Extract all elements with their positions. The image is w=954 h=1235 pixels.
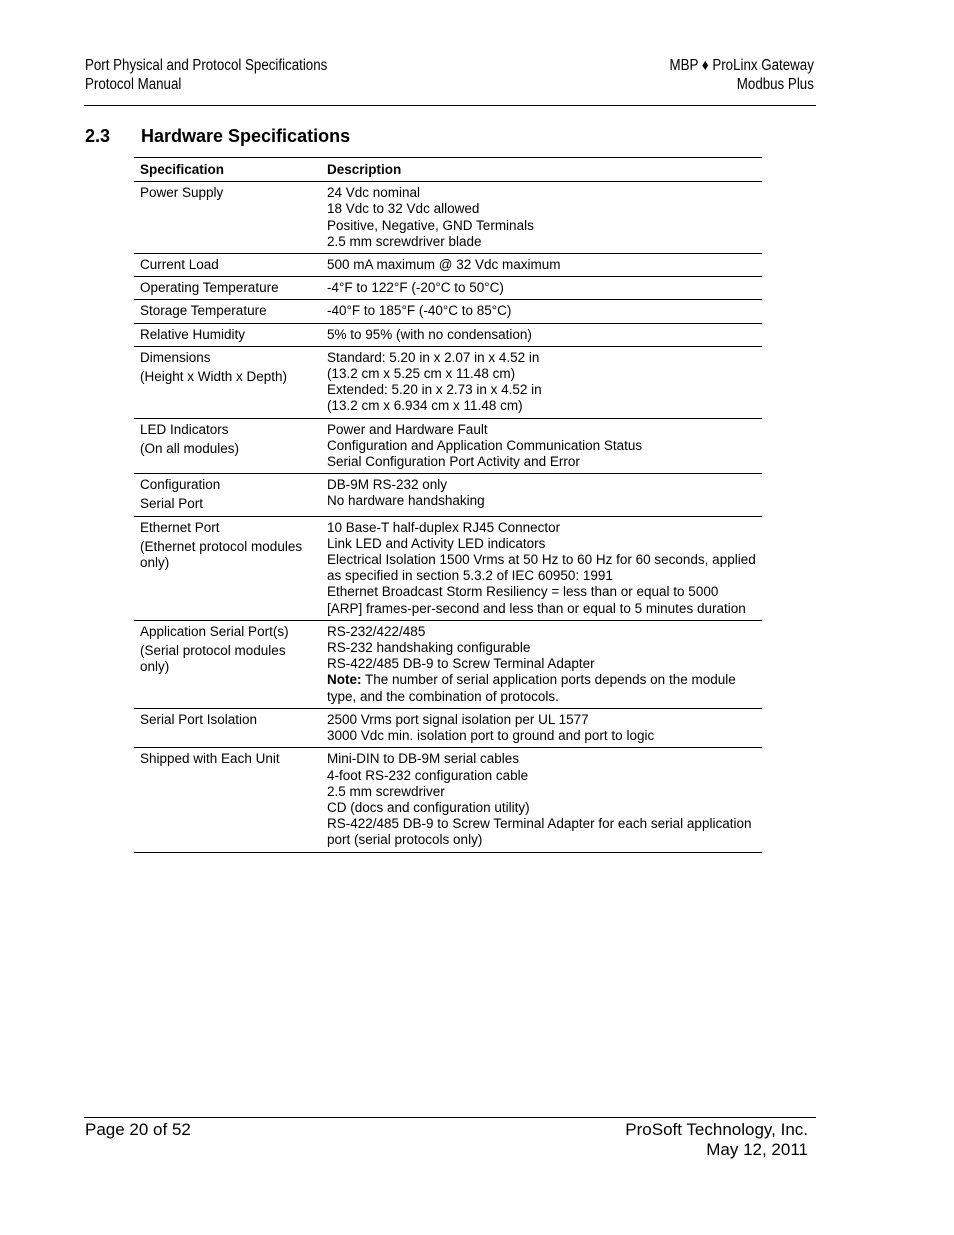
spec-qualifier: (On all modules): [140, 440, 240, 456]
spec-qualifier: (Ethernet protocol modules only): [140, 538, 303, 571]
description-line: DB-9M RS-232 only: [327, 477, 448, 493]
description-line: RS-422/485 DB-9 to Screw Terminal Adapter: [327, 656, 595, 672]
page-number: Page 20 of 52: [85, 1120, 191, 1139]
description-line: 3000 Vdc min. isolation port to ground and port to logic: [327, 728, 655, 744]
spec-name: Ethernet Port: [140, 519, 220, 535]
spec-qualifier: Serial Port: [140, 496, 204, 512]
spec-name: Relative Humidity: [140, 326, 246, 342]
footer-date: May 12, 2011: [706, 1140, 808, 1159]
spec-cell: [134, 182, 321, 254]
table-row: [134, 323, 762, 346]
note-text: The number of serial application ports depends on the module type, and the combination of protocols.: [327, 672, 736, 704]
description-line: 18 Vdc to 32 Vdc allowed: [327, 201, 480, 217]
header-protocol-name: Modbus Plus: [736, 76, 814, 93]
description-line: Ethernet Broadcast Storm Resiliency = less than or equal to 5000 [ARP] frames-per-second and less than or equal to 5 minutes duration: [327, 584, 746, 616]
table-row: [134, 708, 762, 747]
spec-name: Serial Port Isolation: [140, 711, 258, 727]
description-line: No hardware handshaking: [327, 493, 485, 509]
description-line: Mini-DIN to DB-9M serial cables: [327, 751, 520, 767]
description-line: (13.2 cm x 6.934 cm x 11.48 cm): [327, 398, 523, 414]
description-line: 2500 Vrms port signal isolation per UL 1577: [327, 711, 589, 727]
table-header-row: [134, 158, 762, 182]
table-row: [134, 620, 762, 708]
description-cell: [321, 277, 762, 300]
spec-cell: [134, 418, 321, 474]
spec-name: Application Serial Port(s): [140, 623, 289, 639]
table-row: [134, 277, 762, 300]
spec-cell: [134, 620, 321, 708]
description-line: RS-422/485 DB-9 to Screw Terminal Adapter for each serial application port (serial protocols only): [327, 816, 752, 848]
description-line: Power and Hardware Fault: [327, 421, 488, 437]
footer-company: ProSoft Technology, Inc.: [625, 1120, 808, 1139]
header-manual-title: Protocol Manual: [85, 76, 182, 93]
spec-cell: [134, 516, 321, 620]
description-line: Configuration and Application Communication Status: [327, 437, 643, 453]
spec-cell: [134, 323, 321, 346]
description-line: (13.2 cm x 5.25 cm x 11.48 cm): [327, 366, 516, 382]
table-row: [134, 748, 762, 852]
description-line: 10 Base-T half-duplex RJ45 Connector: [327, 519, 561, 535]
spec-cell: [134, 708, 321, 747]
description-line: RS-232/422/485: [327, 623, 426, 639]
header-product-name: MBP ♦ ProLinx Gateway: [669, 57, 814, 74]
running-header-right: [670, 56, 814, 94]
table-row: [134, 254, 762, 277]
description-cell: [321, 346, 762, 418]
column-header-description: Description: [321, 158, 762, 182]
description-cell: [321, 748, 762, 852]
description-cell: [321, 708, 762, 747]
hardware-spec-table: [134, 157, 762, 853]
column-header-specification: Specification: [134, 158, 321, 182]
table-body: [134, 182, 762, 852]
description-cell: [321, 516, 762, 620]
description-note: [327, 672, 756, 704]
spec-cell: [134, 346, 321, 418]
spec-cell: [134, 277, 321, 300]
spec-qualifier: (Height x Width x Depth): [140, 369, 288, 385]
description-cell: [321, 254, 762, 277]
description-line: Link LED and Activity LED indicators: [327, 535, 546, 551]
section-title: Hardware Specifications: [141, 126, 351, 146]
description-cell: [321, 620, 762, 708]
spec-name: Dimensions: [140, 349, 211, 365]
table-row: [134, 300, 762, 323]
spec-name: Operating Temperature: [140, 280, 279, 296]
description-line: 500 mA maximum @ 32 Vdc maximum: [327, 257, 561, 273]
description-cell: [321, 418, 762, 474]
running-header-left: [85, 56, 327, 94]
footer-divider: [84, 1117, 816, 1118]
table-row: [134, 516, 762, 620]
section-heading: [85, 126, 350, 147]
table-row: [134, 418, 762, 474]
description-line: 2.5 mm screwdriver: [327, 783, 445, 799]
spec-cell: [134, 748, 321, 852]
description-line: CD (docs and configuration utility): [327, 799, 530, 815]
spec-name: Configuration: [140, 477, 221, 493]
description-line: 2.5 mm screwdriver blade: [327, 233, 482, 249]
description-line: Standard: 5.20 in x 2.07 in x 4.52 in: [327, 349, 540, 365]
note-label: Note:: [327, 672, 362, 688]
description-cell: [321, 323, 762, 346]
description-line: -40°F to 185°F (-40°C to 85°C): [327, 303, 512, 319]
table-row: [134, 346, 762, 418]
table-row: [134, 474, 762, 516]
description-line: Electrical Isolation 1500 Vrms at 50 Hz to 60 Hz for 60 seconds, applied as specified in section 5.3.2 of IEC 60950: 1991: [327, 552, 756, 584]
description-cell: [321, 474, 762, 516]
spec-name: LED Indicators: [140, 421, 229, 437]
description-line: Extended: 5.20 in x 2.73 in x 4.52 in: [327, 382, 542, 398]
description-line: 4-foot RS-232 configuration cable: [327, 767, 529, 783]
spec-qualifier: (Serial protocol modules only): [140, 643, 286, 675]
header-divider: [84, 105, 816, 106]
spec-cell: [134, 300, 321, 323]
spec-name: Storage Temperature: [140, 303, 267, 319]
spec-name: Current Load: [140, 257, 219, 273]
description-cell: [321, 182, 762, 254]
description-line: 24 Vdc nominal: [327, 185, 421, 201]
description-line: 5% to 95% (with no condensation): [327, 326, 532, 342]
description-line: -4°F to 122°F (-20°C to 50°C): [327, 280, 504, 296]
table-row: [134, 182, 762, 254]
spec-cell: [134, 254, 321, 277]
footer-right: [625, 1120, 808, 1160]
header-chapter-title: Port Physical and Protocol Specifications: [85, 57, 328, 74]
description-line: RS-232 handshaking configurable: [327, 640, 531, 656]
description-line: Positive, Negative, GND Terminals: [327, 217, 534, 233]
section-number: 2.3: [85, 126, 111, 146]
spec-name: Shipped with Each Unit: [140, 751, 280, 767]
description-line: Serial Configuration Port Activity and Error: [327, 454, 580, 470]
spec-cell: [134, 474, 321, 516]
spec-name: Power Supply: [140, 185, 224, 201]
description-cell: [321, 300, 762, 323]
